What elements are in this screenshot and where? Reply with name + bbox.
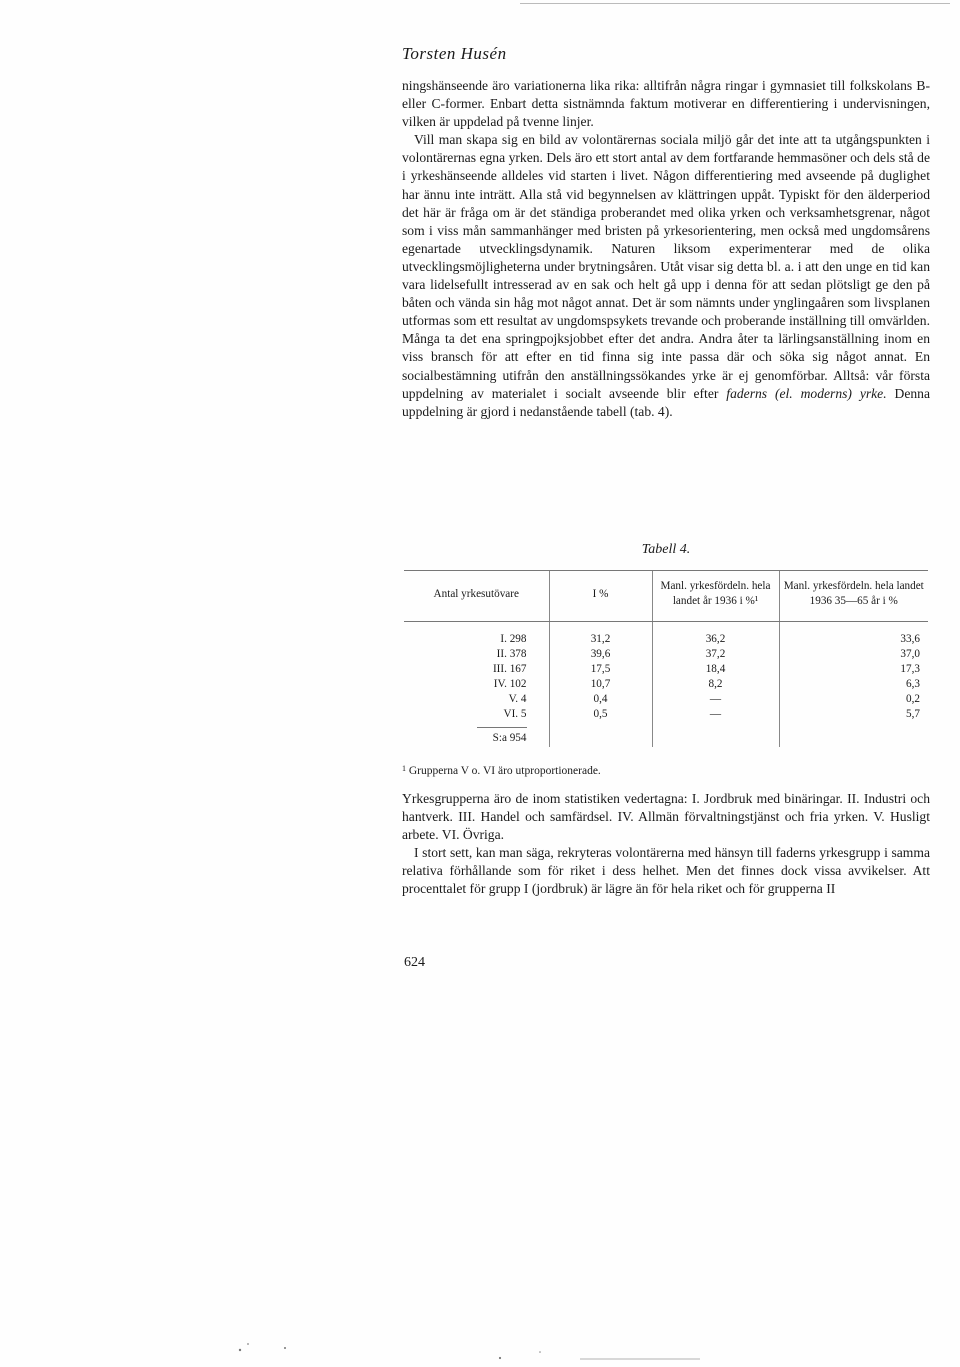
table-sum-row	[404, 722, 928, 747]
emphasis: faderns (el. moderns) yrke.	[726, 385, 887, 401]
footnote	[402, 764, 601, 777]
table-header: Antal yrkesutövare	[404, 571, 549, 622]
table-row	[404, 662, 928, 677]
paragraph: Vill man skapa sig en bild av volontärernas sociala miljö går det inte att ta utgångspunkten i volontärernas egna yrken. Dels äro ett stort antal av dem fortfarande hemmasöner och dels stå de i yrkeshänseende alldeles vid starten i livet. Någon differentiering med avseende på duglighet har ännu inte inträtt. Alla stå vid begynnelsen av klättringen uppåt. Typiskt för den älderperiod det här är fråga om är det ständiga proberandet med olika yrken och verksamhetsgrenar, något som i viss mån sammanhänger med bristen på yrkesorientering, men också med ungdomsårens egenartade utvecklingsdynamik. Naturen liksom experimenterar med de olika utvecklingsmöjligheterna under brytningsåren. Utåt visar sig detta bl. a. i att den unge en tid kan vara lidelsefullt intresserad av en sak och helt gå upp i denna för att sedan plötsligt ge den på båten och vända sin håg mot något annat. Det är som nämnts under ynglingaåren som livsplanen utformas som ett resultat av ungdomspsykets trevande och proberande inställning till omvärlden. Många ta det ena springpojksjobbet efter det andra. Andra åter ta lärlingsanställning inom en viss bransch för att efter en tid finna sig inte passa där och söka sig något annat. En socialbestämning utifrån den anställningssökandes yrke är ej genomförbar. Alltså: vår första uppdelning av materialet i socialt avseende blir efter faderns (el. moderns) yrke. Denna uppdelning är gjord i nedanstående tabell (tab. 4).	[402, 132, 930, 419]
paragraph: Yrkesgrupperna äro de inom statistiken vedertagna: I. Jordbruk med binäringar. II. Industri och hantverk. III. Handel och samfärdsel. IV. Allmän förvaltningstjänst och fria yrken. V. Husligt arbete. VI. Övriga.	[402, 791, 930, 843]
table-cell: 0,5	[549, 707, 652, 722]
table-cell: 8,2	[652, 677, 779, 692]
table-cell: 18,4	[652, 662, 779, 677]
table-cell: —	[652, 692, 779, 707]
paragraph: I stort sett, kan man säga, rekryteras volontärerna med hänsyn till faderns yrkesgrupp i samma relativa förhållande som för riket i dess helhet. Men det finnes dock vissa avvikelser. Att procenttalet för grupp I (jordbruk) är lägre än för hela riket och för grupperna II	[402, 845, 930, 897]
table-cell: 0,4	[549, 692, 652, 707]
table-cell: 39,6	[549, 647, 652, 662]
table-cell: 0,2	[779, 692, 928, 707]
table-cell: 6,3	[779, 677, 928, 692]
table-cell: 17,3	[779, 662, 928, 677]
body-text-continued	[402, 790, 930, 899]
table-cell: 37,2	[652, 647, 779, 662]
table-cell: V. 4	[508, 693, 527, 705]
table-cell: VI. 5	[503, 708, 527, 720]
table-cell: 37,0	[779, 647, 928, 662]
table-sum-cell: S:a 954	[404, 722, 549, 747]
table-row	[404, 707, 928, 722]
table-cell: I. 298	[500, 633, 527, 645]
table-cell: 17,5	[549, 662, 652, 677]
table-cell: IV. 102	[493, 678, 527, 690]
occupation-table	[404, 570, 928, 747]
page-number: 624	[404, 955, 425, 970]
table-cell: 33,6	[779, 622, 928, 648]
paragraph: ningshänseende äro variationerna lika rika: alltifrån några ringar i gymnasiet till folkskolans B- eller C-former. Enbart detta sistnämnda faktum motiverar en differentiering i undervisningen, vilken är uppdelad på tvenne linjer.	[402, 78, 930, 130]
body-text	[402, 77, 930, 421]
table-header: Manl. yrkesfördeln. hela landet år 1936 i %¹	[652, 571, 779, 622]
scan-top-edge	[520, 3, 950, 4]
table-cell: —	[652, 707, 779, 722]
running-head-author: Torsten Husén	[402, 44, 507, 63]
table-row	[404, 647, 928, 662]
footnote-text: Grupperna V o. VI äro utproportionerade.	[408, 765, 601, 777]
table-header-row	[404, 571, 928, 622]
table-cell: 10,7	[549, 677, 652, 692]
table-header: I %	[549, 571, 652, 622]
footnote-mark: 1	[402, 764, 406, 773]
table-row	[404, 692, 928, 707]
table-header: Manl. yrkesfördeln. hela landet 1936 35—65 år i %	[779, 571, 928, 622]
table-row	[404, 622, 928, 648]
table-row	[404, 677, 928, 692]
table-cell: III. 167	[492, 663, 527, 675]
table-cell: 5,7	[779, 707, 928, 722]
table-cell: 31,2	[549, 622, 652, 648]
table-cell: 36,2	[652, 622, 779, 648]
table-cell: II. 378	[496, 648, 527, 660]
scan-specks	[220, 1330, 720, 1360]
table-title: Tabell 4.	[641, 542, 691, 557]
